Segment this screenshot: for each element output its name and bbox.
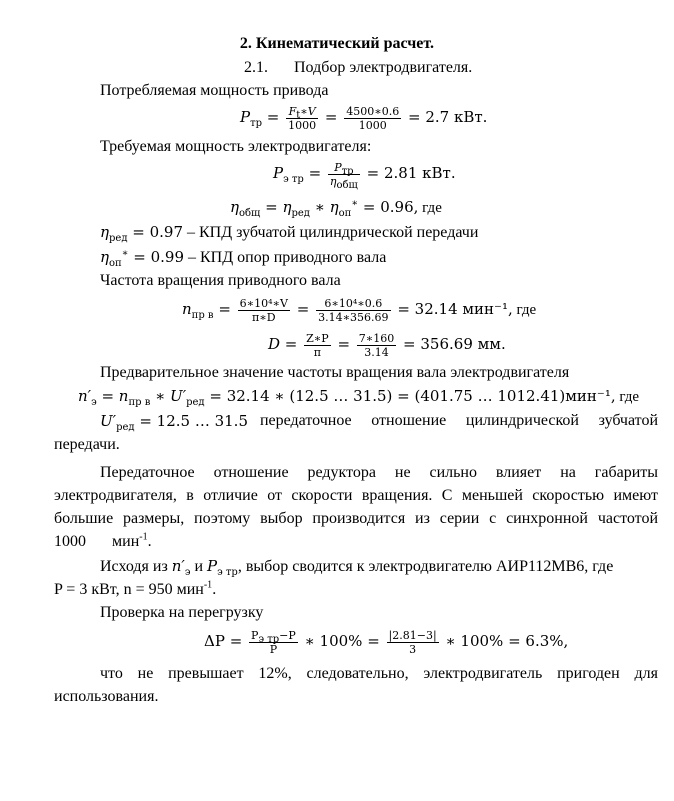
- text-gear-ratio-cont: передачи.: [54, 436, 120, 453]
- text-efficiency-gear: $\eta_{ред} = 0.97$ – КПД зубчатой цилиндрической передачи: [100, 223, 479, 244]
- text-overload-check: Проверка на перегрузку: [100, 604, 264, 621]
- formula-drum-diameter: D = $\frac{Z∗P}{\pi}$ = $\frac{7∗160}{3.14}$ = 356.69 мм.: [268, 331, 506, 359]
- section-heading: 2. Кинематический расчет.: [239, 35, 435, 52]
- para-motor-choice-line1: Исходя из $n'_э$ и $P_{э тр}$, выбор сводится к электродвигателю АИР112МВ6, где: [100, 557, 614, 578]
- para-conclusion-line2: использования.: [54, 688, 159, 705]
- formula-efficiency-total: $\eta_{общ} = \eta_{ред}$ ∗ $\eta_{оп}^∗ = 0.96$, где: [230, 198, 442, 219]
- subsection-title: Подбор электродвигателя.: [294, 59, 473, 76]
- text-shaft-frequency: Частота вращения приводного вала: [100, 272, 341, 289]
- para-ratio-line2: электродвигателя, в отличие от скорости вращения. С меньшей скоростью имеют: [54, 487, 658, 504]
- text-preliminary-frequency: Предварительное значение частоты вращения вала электродвигателя: [100, 364, 570, 381]
- formula-shaft-frequency: $n_{пр в}$ = $\frac{\text{6∗10⁴∗V}}{\pi∗D}$ = $\frac{\text{6∗10⁴∗0.6}}{3.14∗356.69}$ = 32.14 мин⁻¹, где: [182, 296, 537, 324]
- text-efficiency-bearings: $\eta_{оп}^∗ = 0.99$ – КПД опор приводного вала: [100, 248, 387, 269]
- para-ratio-line4: 1000 мин$^{-1}$.: [54, 531, 152, 550]
- para-conclusion-line1: что не превышает 12%, следовательно, электродвигатель пригоден для: [100, 665, 658, 682]
- formula-overload: ΔP = $\frac{P_{э тр}-P}{P}$ ∗ 100% = $\frac{|2.81-3|}{3}$ ∗ 100% = 6.3%,: [204, 628, 569, 656]
- subsection-number: 2.1.: [244, 59, 268, 76]
- text-gear-ratio: $U'_{ред} = 12.5$ … 31.5 передаточное отношение цилиндрической зубчатой: [100, 412, 658, 433]
- formula-power-motor: $P_{э тр}$ = $\frac{P_{тр}}{\eta_{общ}}$ = 2.81 кВт.: [273, 160, 456, 191]
- text-power-required: Потребляемая мощность привода: [100, 82, 329, 99]
- para-ratio-line1: Передаточное отношение редуктора не сильно влияет на габариты: [100, 464, 658, 481]
- para-motor-choice-line2: P = 3 кВт, n = 950 мин$^{-1}$.: [54, 579, 217, 598]
- text-power-motor: Требуемая мощность электродвигателя:: [100, 138, 372, 155]
- subsection-heading: [244, 58, 472, 78]
- formula-power-required: $P_{тр}$ = $\frac{F_t∗V}{1000}$ = $\frac{4500∗0.6}{1000}$ = 2.7 кВт.: [240, 104, 488, 132]
- formula-motor-frequency: $n'_э = n_{пр в}$ ∗ $U'_{ред} = 32.14$ ∗ (12.5 … 31.5) = (401.75 … 1012.41)мин⁻¹, где: [78, 387, 640, 408]
- para-ratio-line3: большие размеры, поэтому выбор производится из серии с синхронной частотой: [54, 510, 658, 527]
